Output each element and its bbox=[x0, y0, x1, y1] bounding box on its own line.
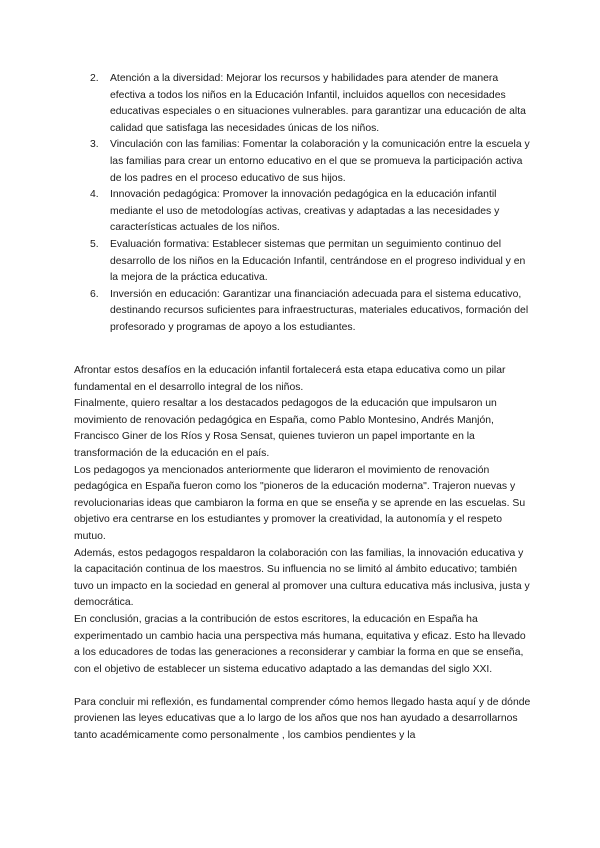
body-text bbox=[74, 363, 532, 745]
list-text: Evaluación formativa: Establecer sistemas que permitan un seguimiento continuo del desarrollo de los niños en la Educación Infantil, centrándose en el progreso individual y en la mejora de la práctica educativa. bbox=[110, 238, 526, 284]
list-text: Atención a la diversidad: Mejorar los recursos y habilidades para atender de manera efectiva a todos los niños en la Educación Infantil, incluidos aquellos con necesidades educativas especiales o en situaciones vulnerables. para garantizar una educación de alta calidad que satisfaga las necesidades únicas de los niños. bbox=[110, 73, 526, 134]
objectives-list bbox=[90, 71, 530, 337]
list-number: 3. bbox=[90, 139, 99, 151]
list-item bbox=[90, 137, 530, 187]
list-number: 2. bbox=[90, 73, 99, 84]
paragraph-pioneers: Los pedagogos ya mencionados anteriormente que lideraron el movimiento de renovación pedagógica en España fueron como los "pioneros de la educación moderna". Trajeron nuevas y revolucionarias ideas que cambiaron la forma en que se enseña y se aprende en las escuelas. Su objetivo era centrarse en los estudiantes y promover la creatividad, la autonomía y el respeto mutuo. bbox=[74, 464, 526, 542]
list-item bbox=[90, 287, 530, 337]
list-text: Innovación pedagógica: Promover la innovación pedagógica en la educación infantil mediante el uso de metodologías activas, creativas y adaptadas a las necesidades y características actuales de los niños. bbox=[110, 189, 500, 234]
list-text: Inversión en educación: Garantizar una financiación adecuada para el sistema educativo, destinando recursos suficientes para infraestructuras, materiales educativos, formación del profesorado y programas de apoyo a los estudiantes. bbox=[110, 288, 529, 333]
list-item bbox=[90, 237, 530, 287]
paragraph-pedagogues: Finalmente, quiero resaltar a los destacados pedagogos de la educación que impulsaron un movimiento de renovación pedagógica en España, como Pablo Montesino, Andrés Manjón, Francisco Giner de los Ríos y Rosa Sensat, quienes tuvieron un papel importante en la transformación de la educación en el país. bbox=[74, 398, 497, 459]
list-text: Vinculación con las familias: Fomentar la colaboración y la comunicación entre la escuela y las familias para crear un entorno educativo en el que se promueva la participación activa de los padres en el proceso educativo de sus hijos. bbox=[110, 139, 530, 184]
paragraph-reflection: Para concluir mi reflexión, es fundamental comprender cómo hemos llegado hasta aquí y de dónde provienen las leyes educativas que a lo largo de los años que nos han ayudado a desarrollarnos tanto académicamente como personalmente , los cambios pendientes y la bbox=[74, 696, 531, 742]
list-item bbox=[90, 71, 530, 137]
list-number: 6. bbox=[90, 288, 99, 300]
list-number: 4. bbox=[90, 189, 99, 201]
paragraph-conclusion: En conclusión, gracias a la contribución de estos escritores, la educación en España ha experimentado un cambio hacia una perspectiva más humana, equitativa y eficaz. Esto ha llevado a los educadores de todas las generaciones a reconsiderar y cambiar la forma en que se enseña, con el objetivo de establecer un sistema educativo adaptado a las demandas del siglo XXI. bbox=[74, 613, 526, 675]
list-number: 5. bbox=[90, 238, 99, 250]
paragraph-collaboration: Además, estos pedagogos respaldaron la colaboración con las familias, la innovación educativa y la capacitación continua de los maestros. Su influencia no se limitó al ámbito educativo; también tuvo un impacto en la sociedad en general al promover una cultura educativa más inclusiva, justa y democrática. bbox=[74, 547, 530, 609]
list-item bbox=[90, 187, 530, 237]
paragraph-conclusion-challenges: Afrontar estos desafíos en la educación infantil fortalecerá esta etapa educativa como un pilar fundamental en el desarrollo integral de los niños. bbox=[74, 365, 506, 393]
